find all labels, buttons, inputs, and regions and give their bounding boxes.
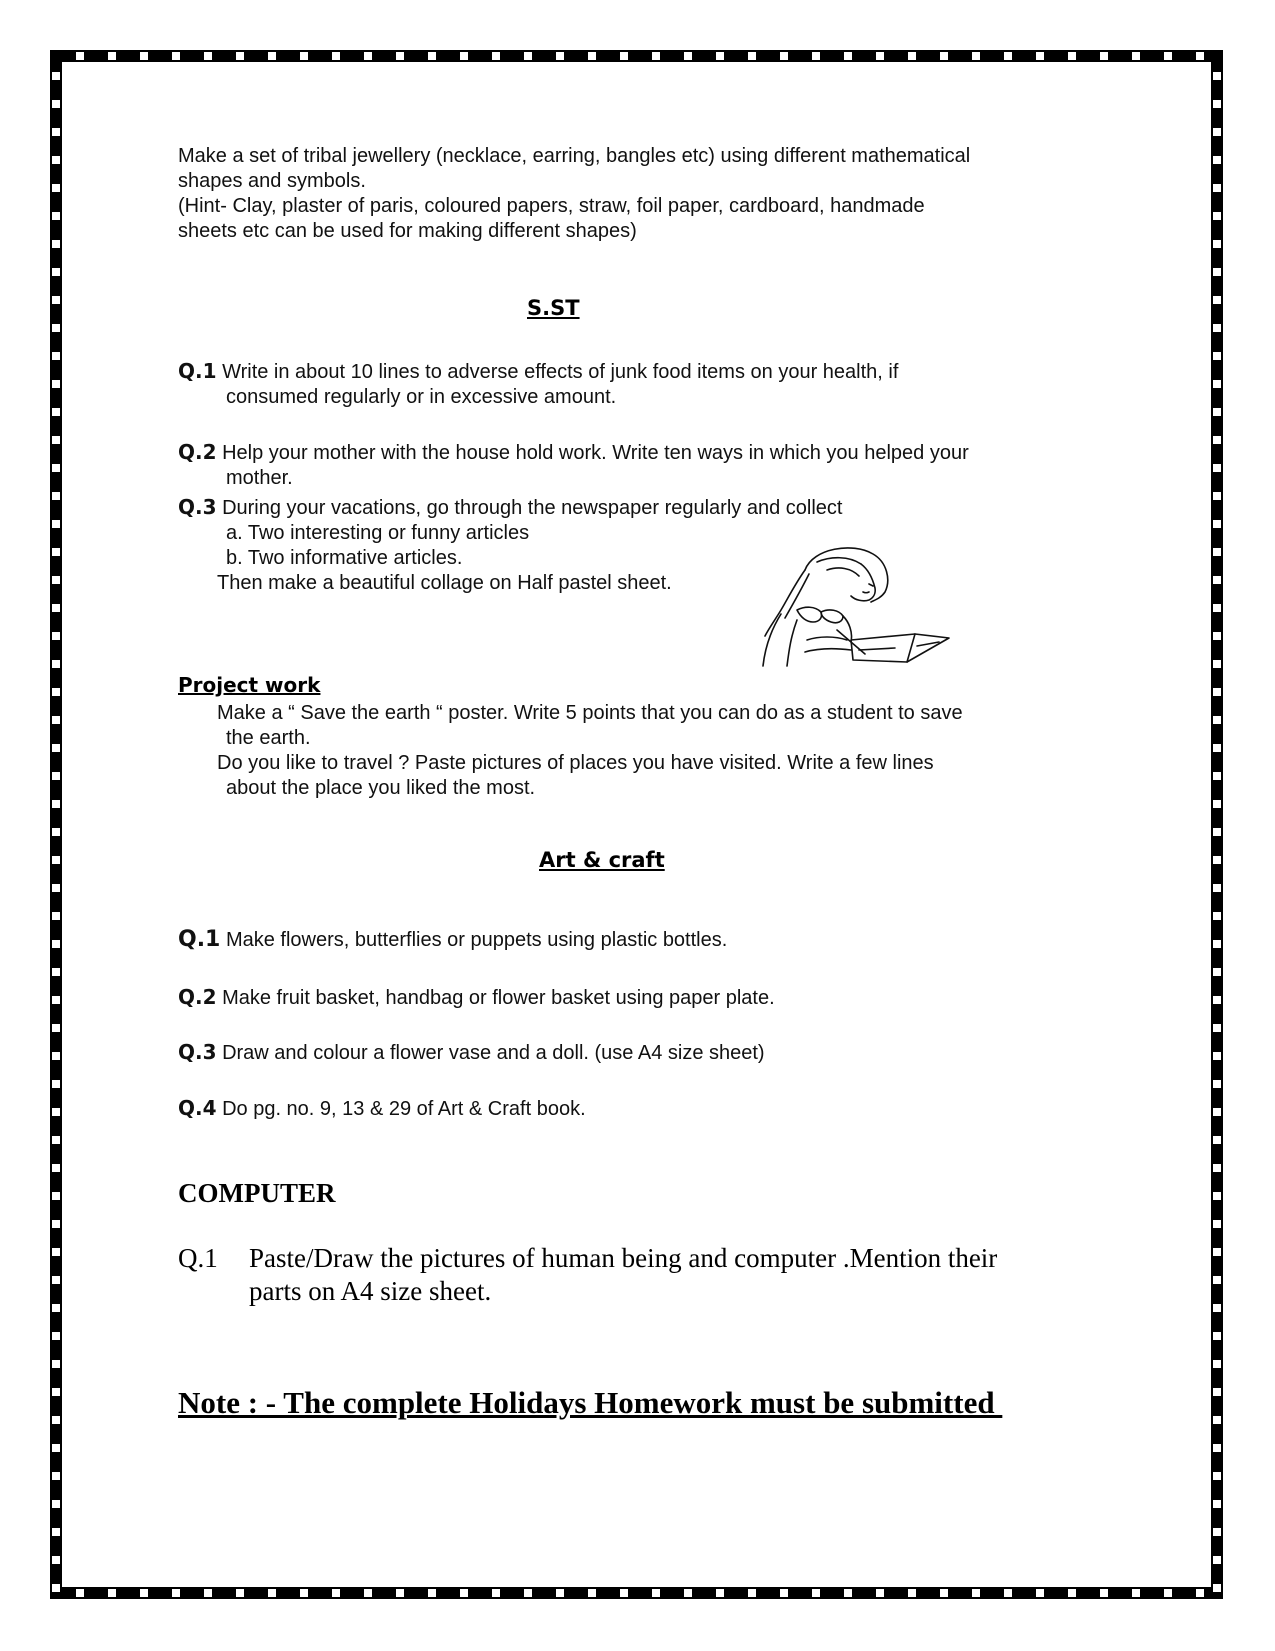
computer-q1-label: Q.1 <box>178 1243 218 1273</box>
computer-q1-cont: parts on A4 size sheet. <box>249 1276 492 1306</box>
sst-q2 <box>178 440 1058 491</box>
sst-q3-after: Then make a beautiful collage on Half pastel sheet. <box>217 572 672 594</box>
sst-q2-label: Q.2 <box>178 440 217 464</box>
art-q1-label: Q.1 <box>178 927 221 952</box>
sst-q2-text: Help your mother with the house hold work. Write ten ways in which you helped your <box>222 442 969 464</box>
sst-q1-cont: consumed regularly or in excessive amount. <box>226 386 617 408</box>
sst-q3-item-a: a. Two interesting or funny articles <box>226 522 530 544</box>
maths-line-2: shapes and symbols. <box>178 170 366 192</box>
art-q2-text: Make fruit basket, handbag or flower basket using paper plate. <box>222 987 775 1009</box>
girl-reading-illustration <box>735 540 955 670</box>
sst-q1-text: Write in about 10 lines to adverse effects of junk food items on your health, if <box>222 361 899 383</box>
art-q4-label: Q.4 <box>178 1096 217 1120</box>
art-q3-label: Q.3 <box>178 1040 217 1064</box>
border-right <box>1211 50 1223 1599</box>
art-q3-text: Draw and colour a flower vase and a doll. (use A4 size sheet) <box>222 1042 765 1064</box>
sst-q3-text: During your vacations, go through the newspaper regularly and collect <box>222 497 843 519</box>
project-work-heading: Project work <box>178 673 321 697</box>
submission-note: Note : - The complete Holidays Homework must be submitted <box>178 1385 1003 1420</box>
sst-q1-label: Q.1 <box>178 359 217 383</box>
project-p2-cont: about the place you liked the most. <box>226 777 536 799</box>
art-q1-text: Make flowers, butterflies or puppets using plastic bottles. <box>225 929 728 951</box>
sst-q2-cont: mother. <box>226 467 293 489</box>
art-q2 <box>178 985 775 1011</box>
sst-q3-label: Q.3 <box>178 495 217 519</box>
art-q4 <box>178 1096 586 1122</box>
art-craft-heading: Art & craft <box>539 848 665 872</box>
project-p2: Do you like to travel ? Paste pictures of places you have visited. Write a few lines <box>217 752 934 774</box>
sst-heading: S.ST <box>527 296 580 320</box>
project-p1-cont: the earth. <box>226 727 311 749</box>
sst-q3-item-b: b. Two informative articles. <box>226 547 463 569</box>
maths-line-4: sheets etc can be used for making different shapes) <box>178 220 637 242</box>
project-p1: Make a “ Save the earth “ poster. Write 5 points that you can do as a student to save <box>217 702 963 724</box>
checkered-page-border <box>50 50 1223 1599</box>
maths-line-3: (Hint- Clay, plaster of paris, coloured papers, straw, foil paper, cardboard, handmade <box>178 195 925 217</box>
border-top <box>50 50 1223 62</box>
border-left <box>50 50 62 1599</box>
computer-q1 <box>178 1242 1038 1308</box>
art-q2-label: Q.2 <box>178 985 217 1009</box>
art-q1 <box>178 927 727 953</box>
computer-heading: COMPUTER <box>178 1178 336 1208</box>
art-q4-text: Do pg. no. 9, 13 & 29 of Art & Craft book. <box>222 1098 586 1120</box>
project-work-body <box>178 701 1058 801</box>
art-q3 <box>178 1040 765 1066</box>
maths-line-1: Make a set of tribal jewellery (necklace, earring, bangles etc) using different mathematical <box>178 145 971 167</box>
maths-activity <box>178 144 970 244</box>
border-bottom <box>50 1587 1223 1599</box>
sst-q1 <box>178 359 1058 410</box>
computer-q1-text: Paste/Draw the pictures of human being and computer .Mention their <box>249 1243 998 1273</box>
